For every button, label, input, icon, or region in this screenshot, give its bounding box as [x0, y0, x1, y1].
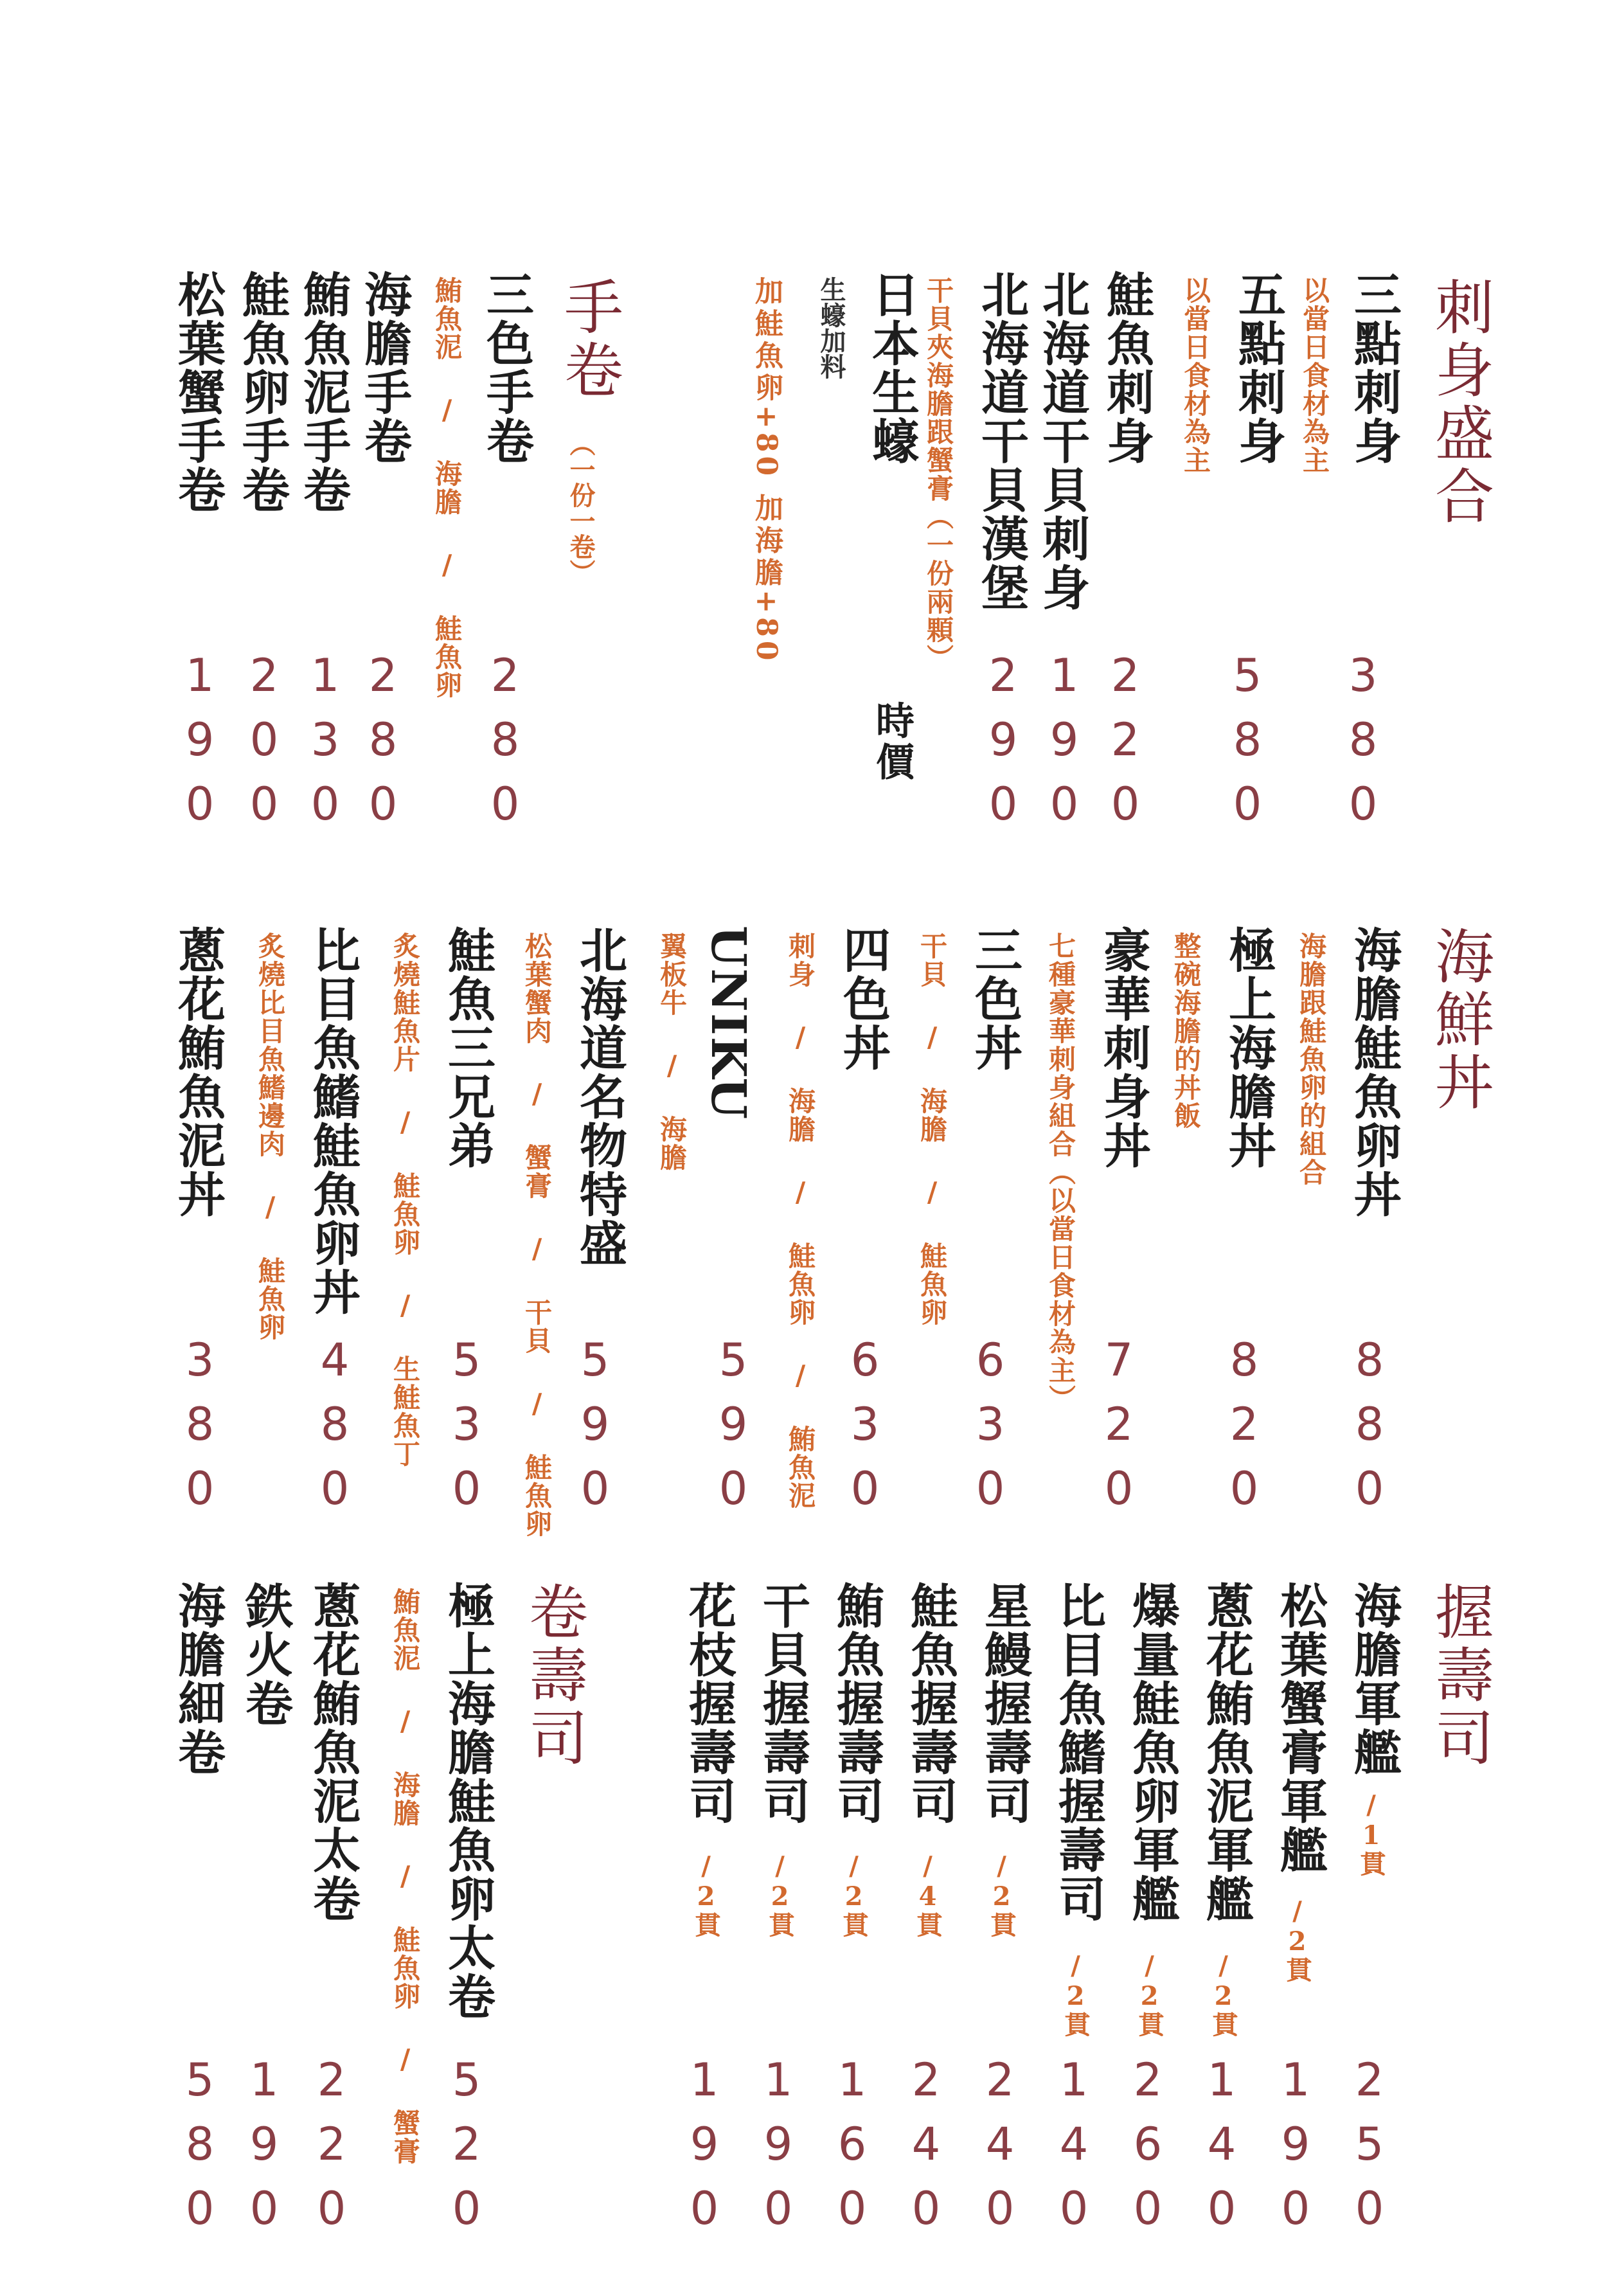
menu-item-price: 190 — [1269, 2054, 1322, 2246]
menu-item-note: 以當日食材為主 — [1299, 276, 1330, 474]
menu-item-note-small: 生蠔加料 — [816, 276, 846, 379]
menu-item-unit: /2貫 — [765, 1851, 795, 1937]
menu-item-price: 530 — [440, 1334, 493, 1527]
menu-item-price: 380 — [174, 1334, 226, 1527]
menu-item-price: 220 — [305, 2054, 358, 2246]
menu-item-note: 刺身 / 海膽 / 鮭魚卵 / 鮪魚泥 — [785, 932, 816, 1510]
menu-item-price: 260 — [1121, 2054, 1174, 2246]
menu-item-note: 鮪魚泥 / 海膽 / 鮭魚卵 / 蟹膏 — [389, 1588, 421, 2165]
menu-item-unit: /1貫 — [1356, 1790, 1386, 1876]
menu-item-name: 花枝握壽司 — [681, 1581, 736, 1825]
menu-item-name: 比目魚鰭握壽司 — [1051, 1581, 1106, 1923]
menu-item-name: 干貝握壽司 — [755, 1581, 810, 1825]
menu-item-unit: /2貫 — [691, 1851, 721, 1937]
menu-item-unit: /2貫 — [1208, 1951, 1238, 2037]
menu-item-name: 海膽鮭魚卵丼 — [1346, 926, 1402, 1219]
menu-item-price: 190 — [174, 649, 226, 842]
menu-item-unit: /4貫 — [913, 1851, 943, 1937]
menu-item-note: 加鮭魚卵+80 加海膽+80 — [750, 276, 783, 665]
menu-item-note: 干貝夾海膽跟蟹膏（一份兩顆） — [923, 276, 954, 672]
section-title-sashimi: 刺身盛合 — [1425, 276, 1494, 528]
menu-item-note: 炙燒鮭魚片 / 鮭魚卵 / 生鮭魚丁 — [389, 932, 421, 1468]
menu-item-price: 590 — [707, 1334, 760, 1527]
menu-item-price: 140 — [1048, 2054, 1100, 2246]
menu-item-name: UNIKU — [700, 926, 756, 1121]
menu-item-note: 翼板牛 / 海膽 — [656, 932, 688, 1172]
menu-item-name: 鮪魚握壽司 — [829, 1581, 884, 1825]
menu-item-price: 190 — [1038, 649, 1091, 842]
menu-item-price: 630 — [839, 1334, 891, 1527]
menu-item-price: 580 — [1221, 649, 1274, 842]
menu-item-name: 四色丼 — [835, 926, 891, 1072]
menu-item-price: 480 — [308, 1334, 361, 1527]
menu-item-name: 三點刺身 — [1346, 270, 1402, 465]
menu-item-name: 鮭魚三兄弟 — [440, 926, 495, 1170]
menu-item-name: 海膽細卷 — [170, 1581, 226, 1777]
menu-item-name: 北海道干貝漢堡 — [974, 270, 1029, 612]
menu-item-price: 時價 — [870, 701, 915, 783]
menu-item-note: 干貝 / 海膽 / 鮭魚卵 — [916, 932, 948, 1327]
section-title-maki: 卷壽司 — [519, 1581, 588, 1770]
section-title-nigiri: 握壽司 — [1425, 1581, 1494, 1770]
menu-item-note: 海膽跟鮭魚卵的組合 — [1296, 932, 1327, 1187]
menu-item-price: 280 — [479, 649, 531, 842]
menu-item-price: 280 — [357, 649, 409, 842]
menu-item-name: 極上海膽丼 — [1221, 926, 1276, 1170]
menu-item-name: 鮪魚泥手卷 — [296, 270, 351, 514]
menu-item-price: 380 — [1337, 649, 1389, 842]
menu-item-name: 星鰻握壽司 — [977, 1581, 1032, 1825]
menu-item-price: 820 — [1218, 1334, 1271, 1527]
menu-item-name: 鮭魚卵手卷 — [235, 270, 290, 514]
menu-item-unit: /2貫 — [839, 1851, 869, 1937]
menu-item-name: 比目魚鰭鮭魚卵丼 — [305, 926, 361, 1316]
menu-item-name: 海膽手卷 — [357, 270, 412, 465]
menu-item-name: 松葉蟹手卷 — [170, 270, 226, 514]
menu-item-name: 爆量鮭魚卵軍艦 — [1125, 1581, 1180, 1923]
menu-item-note: 七種豪華刺身組合（以當日食材為主） — [1045, 932, 1076, 1413]
menu-item-note: 炙燒比目魚鰭邊肉 / 鮭魚卵 — [254, 932, 286, 1341]
menu-item-name: 北海道名物特盛 — [572, 926, 627, 1268]
section-subtitle-handroll: （一份一卷） — [566, 431, 596, 585]
menu-item-price: 250 — [1343, 2054, 1396, 2246]
menu-item-price: 190 — [238, 2054, 290, 2246]
menu-item-price: 720 — [1093, 1334, 1145, 1527]
menu-item-name: 蔥花鮪魚泥太卷 — [305, 1581, 361, 1923]
menu-item-unit: /2貫 — [986, 1851, 1017, 1937]
menu-item-name: 松葉蟹膏軍艦 — [1272, 1581, 1328, 1874]
menu-item-price: 630 — [964, 1334, 1017, 1527]
menu-item-unit: /2貫 — [1134, 1951, 1164, 2037]
menu-item-name: 蔥花鮪魚泥丼 — [170, 926, 226, 1219]
menu-item-unit: /2貫 — [1060, 1951, 1091, 2037]
menu-item-price: 190 — [678, 2054, 731, 2246]
menu-item-price: 190 — [752, 2054, 805, 2246]
menu-item-price: 240 — [900, 2054, 952, 2246]
menu-item-name: 日本生蠔 — [864, 270, 920, 465]
menu-item-name: 鮭魚握壽司 — [903, 1581, 958, 1825]
menu-item-price: 520 — [440, 2054, 493, 2246]
menu-item-note: 以當日食材為主 — [1180, 276, 1211, 474]
menu-item-price: 580 — [174, 2054, 226, 2246]
menu-item-price: 240 — [974, 2054, 1026, 2246]
menu-item-note: 松葉蟹肉 / 蟹膏 / 干貝 / 鮭魚卵 — [521, 932, 553, 1538]
menu-item-name: 鉄火卷 — [238, 1581, 293, 1728]
menu-item-price: 200 — [238, 649, 290, 842]
menu-item-price: 290 — [977, 649, 1030, 842]
menu-item-name: 極上海膽鮭魚卵太卷 — [440, 1581, 495, 2021]
menu-item-name: 北海道干貝刺身 — [1035, 270, 1090, 612]
menu-item-name: 蔥花鮪魚泥軍艦 — [1199, 1581, 1254, 1923]
menu-item-name: 三色丼 — [967, 926, 1022, 1072]
menu-item-name: 豪華刺身丼 — [1096, 926, 1151, 1170]
menu-item-unit: /2貫 — [1282, 1896, 1312, 1982]
menu-item-note: 整碗海膽的丼飯 — [1170, 932, 1202, 1130]
menu-item-price: 880 — [1343, 1334, 1396, 1527]
menu-item-price: 130 — [299, 649, 352, 842]
section-title-handroll: 手卷 — [555, 276, 623, 402]
menu-item-note: 鮪魚泥 / 海膽 / 鮭魚卵 — [431, 276, 463, 699]
menu-item-price: 220 — [1099, 649, 1152, 842]
menu-item-name: 五點刺身 — [1231, 270, 1286, 465]
menu-item-name: 鮭魚刺身 — [1099, 270, 1154, 465]
menu-item-name: 海膽軍艦 — [1346, 1581, 1402, 1777]
menu-item-price: 160 — [826, 2054, 879, 2246]
menu-item-name: 三色手卷 — [479, 270, 534, 465]
menu-item-price: 140 — [1195, 2054, 1248, 2246]
menu-item-price: 590 — [569, 1334, 621, 1527]
section-title-donburi: 海鮮丼 — [1425, 926, 1494, 1115]
